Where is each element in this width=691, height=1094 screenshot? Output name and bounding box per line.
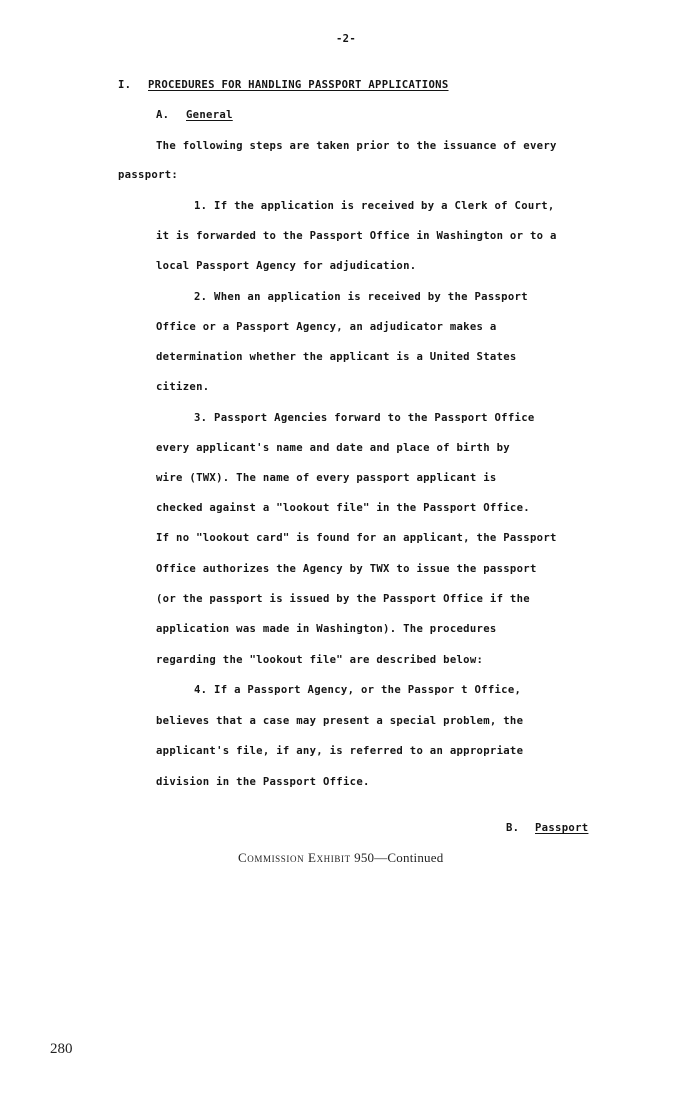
- caption-number: 950: [354, 850, 375, 865]
- item3-line-9: regarding the "lookout file" are described below:: [156, 654, 484, 666]
- next-heading-letter: B.: [506, 822, 520, 834]
- item4-line-3: applicant's file, if any, is referred to an appropriate: [156, 745, 524, 757]
- exhibit-caption: [238, 850, 443, 866]
- item3-line-7: (or the passport is issued by the Passport Office if the: [156, 593, 530, 605]
- item3-line-4: checked against a "lookout file" in the Passport Office.: [156, 502, 530, 514]
- item3-line-8: application was made in Washington). The procedures: [156, 623, 497, 635]
- item3-line-6: Office authorizes the Agency by TWX to issue the passport: [156, 563, 537, 575]
- item2-line-4: citizen.: [156, 381, 210, 393]
- item3-line-5: If no "lookout card" is found for an applicant, the Passport: [156, 532, 557, 544]
- item4-line-4: division in the Passport Office.: [156, 776, 370, 788]
- intro-line-1: The following steps are taken prior to the issuance of every: [156, 140, 557, 152]
- item2-line-1: 2. When an application is received by the Passport: [194, 291, 528, 303]
- item3-line-2: every applicant's name and date and place of birth by: [156, 442, 510, 454]
- next-heading-title: Passport: [535, 822, 589, 834]
- intro-line-2: passport:: [118, 169, 179, 181]
- item1-line-3: local Passport Agency for adjudication.: [156, 260, 417, 272]
- item3-line-3: wire (TWX). The name of every passport applicant is: [156, 472, 497, 484]
- item4-line-2: believes that a case may present a special problem, the: [156, 715, 524, 727]
- subsection-a-title: General: [186, 109, 233, 121]
- section-title: PROCEDURES FOR HANDLING PASSPORT APPLICATIONS: [148, 79, 449, 91]
- item1-line-2: it is forwarded to the Passport Office in Washington or to a: [156, 230, 557, 242]
- subsection-a-letter: A.: [156, 109, 170, 121]
- caption-suffix: —Continued: [374, 850, 444, 865]
- item2-line-2: Office or a Passport Agency, an adjudicator makes a: [156, 321, 497, 333]
- item4-line-1: 4. If a Passport Agency, or the Passpor t Office,: [194, 684, 522, 696]
- item2-line-3: determination whether the applicant is a United States: [156, 351, 517, 363]
- item1-line-1: 1. If the application is received by a Clerk of Court,: [194, 200, 555, 212]
- item3-line-1: 3. Passport Agencies forward to the Passport Office: [194, 412, 535, 424]
- page-header: -2-: [336, 33, 357, 45]
- page-number: 280: [50, 1041, 73, 1057]
- section-number: I.: [118, 79, 132, 91]
- caption-label: Commission Exhibit: [238, 850, 351, 865]
